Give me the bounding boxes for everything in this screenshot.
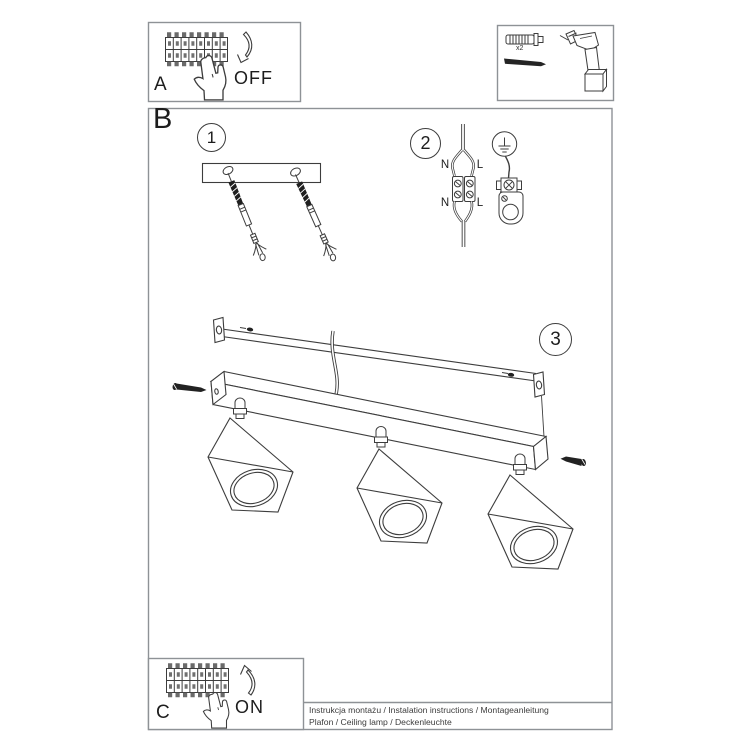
cube-spotlight <box>488 475 573 570</box>
outgoing-cable <box>454 202 472 248</box>
cube-spotlight <box>208 418 293 513</box>
cube-spotlight <box>357 449 442 544</box>
step-3-number: 3 <box>550 328 561 350</box>
spot-knuckle <box>234 398 247 419</box>
box-a-label: A <box>154 74 167 95</box>
step-2-badge <box>410 128 441 159</box>
step2-art <box>452 124 523 247</box>
ground-clamp <box>497 157 524 225</box>
housing-screw-right <box>561 457 587 467</box>
box-c-action-on: ON <box>235 697 264 717</box>
wire-terminal-block <box>453 177 476 202</box>
ceiling-mounting-plate <box>203 164 321 183</box>
wire-label-n-top: N <box>440 159 450 171</box>
step3-art <box>172 318 587 570</box>
screw-anchor-assembly <box>221 170 270 263</box>
box-a-action-off: OFF <box>234 68 273 88</box>
step-2-number: 2 <box>420 133 431 153</box>
wire-label-l-bottom: L <box>476 197 484 209</box>
wall-anchor-icon <box>506 34 543 46</box>
earth-ground-symbol <box>492 132 516 156</box>
wire-label-n-bottom: N <box>440 197 450 209</box>
step-3-badge <box>539 323 572 356</box>
circuit-breaker-panel-icon <box>166 35 228 64</box>
footer-line-1: Instrukcja montażu / Instalation instructions / Montageanleitung <box>309 705 549 715</box>
wire-label-l-top: L <box>476 159 484 171</box>
step1-art <box>203 164 341 265</box>
box-c-label: C <box>156 702 170 723</box>
step-1-badge <box>197 123 226 152</box>
spot-knuckle <box>375 427 388 448</box>
housing-screw-left <box>172 382 207 392</box>
spot-knuckle <box>514 454 527 475</box>
footer-line-2: Plafon / Ceiling lamp / Deckenleuchte <box>309 717 452 727</box>
circuit-breaker-panel-icon <box>167 666 229 695</box>
mains-cable <box>452 124 473 176</box>
anchor-quantity: x2 <box>516 44 524 52</box>
screw-anchor-assembly <box>289 172 341 265</box>
section-b-label: B <box>153 103 173 135</box>
step-1-number: 1 <box>206 127 217 147</box>
